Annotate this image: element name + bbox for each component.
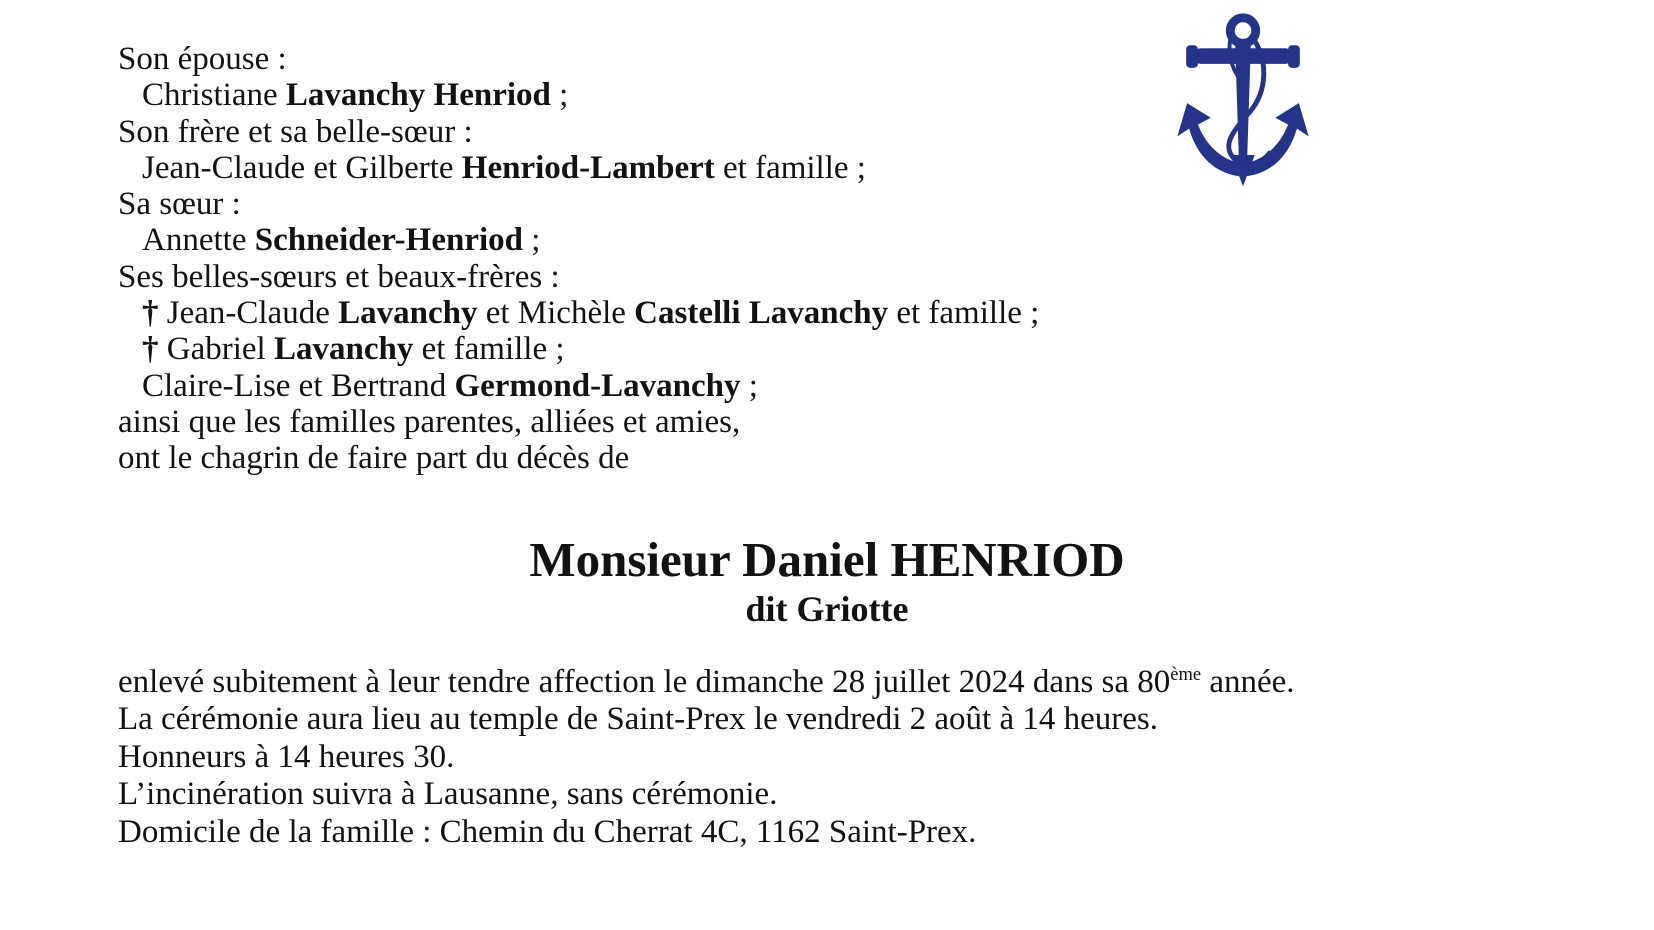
text-segment: Jean-Claude et Gilberte [142, 149, 462, 186]
text-segment: Lavanchy [273, 331, 414, 368]
text-segment: ; [523, 222, 541, 259]
text-segment: ; [550, 77, 569, 114]
text-segment: Domicile de la famille : Chemin du Cherrat 4C, 1162 Saint-Prex. [118, 813, 977, 850]
text-line [118, 295, 1039, 331]
text-segment: Lavanchy [338, 295, 478, 332]
text-segment: L’incinération suivra à Lausanne, sans cérémonie. [118, 776, 778, 813]
text-segment: enlevé subitement à leur tendre affection le dimanche 28 juillet 2024 dans sa 80 [118, 664, 1171, 700]
deceased-name-block [0, 531, 1654, 629]
text-line [118, 186, 1039, 222]
text-segment: Lavanchy Henriod [285, 77, 551, 114]
text-segment: et famille ; [714, 149, 866, 186]
text-segment: Sa sœur : [118, 186, 241, 223]
text-segment: et Michèle [477, 295, 635, 332]
text-segment: Claire-Lise et Bertrand [142, 367, 455, 404]
text-line [118, 440, 1039, 476]
text-segment: Jean-Claude [166, 295, 339, 332]
text-segment: † [142, 295, 167, 332]
text-segment: Schneider-Henriod [254, 222, 523, 259]
text-segment: Son frère et sa belle-sœur : [118, 113, 473, 150]
anchor-icon [1173, 10, 1313, 206]
text-segment: Honneurs à 14 heures 30. [118, 738, 455, 775]
text-line [118, 114, 1039, 150]
text-segment: Germond-Lavanchy [454, 367, 741, 404]
deceased-name: Monsieur Daniel HENRIOD [529, 532, 1125, 587]
text-line [118, 776, 1295, 813]
text-segment: ème [1170, 664, 1202, 684]
text-segment: Annette [142, 222, 255, 259]
text-line [118, 77, 1039, 113]
text-segment: † [142, 331, 167, 368]
text-segment: Gabriel [166, 331, 274, 368]
text-segment: ont le chagrin de faire part du décès de [118, 440, 630, 477]
text-line [118, 664, 1295, 701]
text-line [118, 331, 1039, 367]
text-line [118, 368, 1039, 404]
text-segment: Henriod-Lambert [461, 149, 715, 186]
text-segment: Castelli Lavanchy [634, 295, 889, 332]
text-segment: Ses belles-sœurs et beaux-frères : [118, 258, 560, 295]
family-list [118, 41, 1039, 477]
text-line [118, 701, 1295, 738]
text-segment: Christiane [142, 77, 286, 114]
text-line [118, 739, 1295, 776]
text-line [118, 150, 1039, 186]
text-line [118, 41, 1039, 77]
text-segment: ; [740, 367, 758, 404]
text-segment: Son épouse : [118, 41, 287, 77]
text-segment: La cérémonie aura lieu au temple de Saint-Prex le vendredi 2 août à 14 heures. [118, 701, 1158, 738]
text-line [118, 814, 1295, 851]
text-segment: année. [1201, 664, 1295, 700]
text-segment: et famille ; [413, 331, 565, 368]
text-line [118, 222, 1039, 258]
ceremony-details [118, 664, 1295, 851]
deceased-nickname: dit Griotte [745, 589, 909, 629]
text-line [118, 404, 1039, 440]
text-segment: ainsi que les familles parentes, alliées et amies, [118, 403, 741, 440]
text-line [118, 259, 1039, 295]
text-segment: et famille ; [888, 295, 1040, 332]
